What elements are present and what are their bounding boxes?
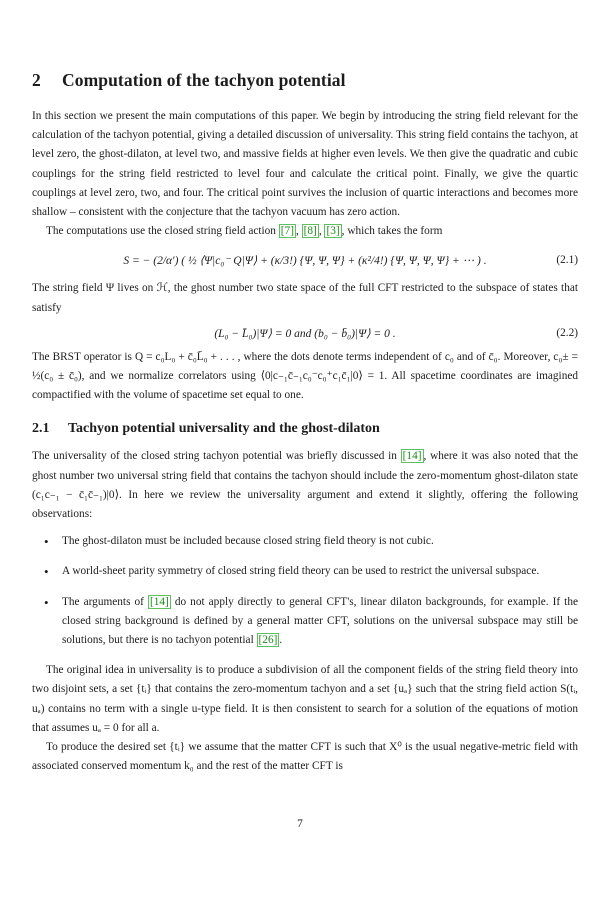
universality-text-tail: , where it was also noted that the ghost number two universal string field that contains the tachyon should include the zero-momentum ghost-dilaton state (c₁c₋₁ − c̄₁c̄₋₁)|0⟩. In here we review the universality argument and extend it slightly, offering the following observations:	[32, 450, 578, 521]
subsection-heading	[32, 421, 578, 437]
equation-body: S = − (2/α′) ( ½ ⟨Ψ|c₀⁻ Q|Ψ⟩ + (κ/3!) {Ψ, Ψ, Ψ} + (κ²/4!) {Ψ, Ψ, Ψ, Ψ} + ⋯ ) .	[123, 255, 487, 268]
bullet-text: The arguments of	[62, 595, 148, 608]
list-item	[62, 593, 578, 651]
subdivision-paragraph: The original idea in universality is to produce a subdivision of all the component fields of the string field theory into two disjoint sets, a set {tᵢ} that contains the zero-momentum tachyon and a set {uₐ} such that the string field action S(tᵢ, uₐ) contains no term with a single u-type field. It is then consistent to search for a solution of the equations of motion that assumes uₐ = 0 for all a.	[32, 664, 578, 734]
bullet-text: do not apply directly to general CFT's, linear dilaton backgrounds, for example. If the closed string background is defined by a general matter CFT, solutions on the universal subspace may still be solutions, but there is no tachyon potential	[62, 595, 578, 647]
action-intro-paragraph: The computations use the closed string field action [7] , [8] , [3] , which takes the form	[46, 225, 443, 238]
list-item: • A world-sheet parity symmetry of closed string field theory can be used to restrict the universal subspace.	[62, 562, 578, 581]
string-field-paragraph: The string field Ψ lives on ℋ, the ghost number two state space of the full CFT restricted to the subspace of states that satisfy	[32, 282, 578, 314]
citation-link[interactable]: [3]	[326, 225, 340, 238]
section-heading	[32, 70, 578, 91]
section-number: 2	[32, 70, 41, 90]
equation-number: (2.2)	[556, 326, 578, 339]
citation-link[interactable]: [26]	[258, 634, 278, 647]
equation-2-1	[32, 241, 578, 279]
action-intro-tail: , which takes the form	[341, 225, 443, 238]
citation-link[interactable]: [7]	[280, 225, 294, 238]
citation-link[interactable]: [8]	[303, 225, 317, 238]
citation-link[interactable]: [14]	[402, 450, 422, 463]
list-item: • The ghost-dilaton must be included because closed string field theory is not cubic.	[62, 532, 578, 551]
equation-body: (L₀ − L̄₀)|Ψ⟩ = 0 and (b₀ − b̄₀)|Ψ⟩ = 0 .	[214, 327, 396, 340]
universality-paragraph	[32, 447, 578, 524]
section-intro-paragraph: In this section we present the main computations of this paper. We begin by introducing the string field relevant for the calculation of the tachyon potential, giving a detailed discussion of universality. This string field contains the tachyon, at level zero, the ghost-dilaton, at level two, and massive fields at higher even levels. We then give the quadratic and cubic couplings for the string field restricted to level four and calculate the critical point. Finally, we give the quartic couplings at level zero, two, and four. The critical point survives the inclusion of quartic interactions and becomes more shallow – consistent with the conjecture that the tachyon vacuum has zero action.	[32, 110, 578, 219]
page-number: 7	[297, 818, 303, 830]
brst-paragraph: The BRST operator is Q = c₀L₀ + c̄₀L̄₀ + . . . , where the dots denote terms independent of c₀ and of c̄₀. Moreover, c₀± = ½(c₀ ± c̄₀), and we normalize correlators using ⟨0|c₋₁c̄₋₁c₀⁻c₀⁺c₁c̄₁|0⟩ = 1. All spacetime coordinates are imagined compactified with the volume of spacetime set equal to one.	[32, 350, 578, 402]
universality-text: The universality of the closed string tachyon potential was briefly discussed in	[32, 450, 401, 463]
action-intro-text: The computations use the closed string field action	[46, 225, 279, 238]
paper-page	[32, 70, 578, 776]
subsection-number: 2.1	[32, 421, 50, 437]
bullet-text: .	[279, 634, 283, 647]
matter-cft-paragraph: To produce the desired set {tᵢ} we assume that the matter CFT is such that X⁰ is the usual negative-metric field with associated conserved momentum k₀ and the rest of the matter CFT is	[32, 741, 578, 773]
equation-number: (2.1)	[556, 254, 578, 267]
citation-link[interactable]: [14]	[149, 595, 169, 608]
observations-list	[32, 532, 578, 650]
section-title: Computation of the tachyon potential	[62, 70, 346, 90]
equation-2-2	[32, 318, 578, 348]
subsection-title: Tachyon potential universality and the ghost-dilaton	[68, 421, 380, 437]
